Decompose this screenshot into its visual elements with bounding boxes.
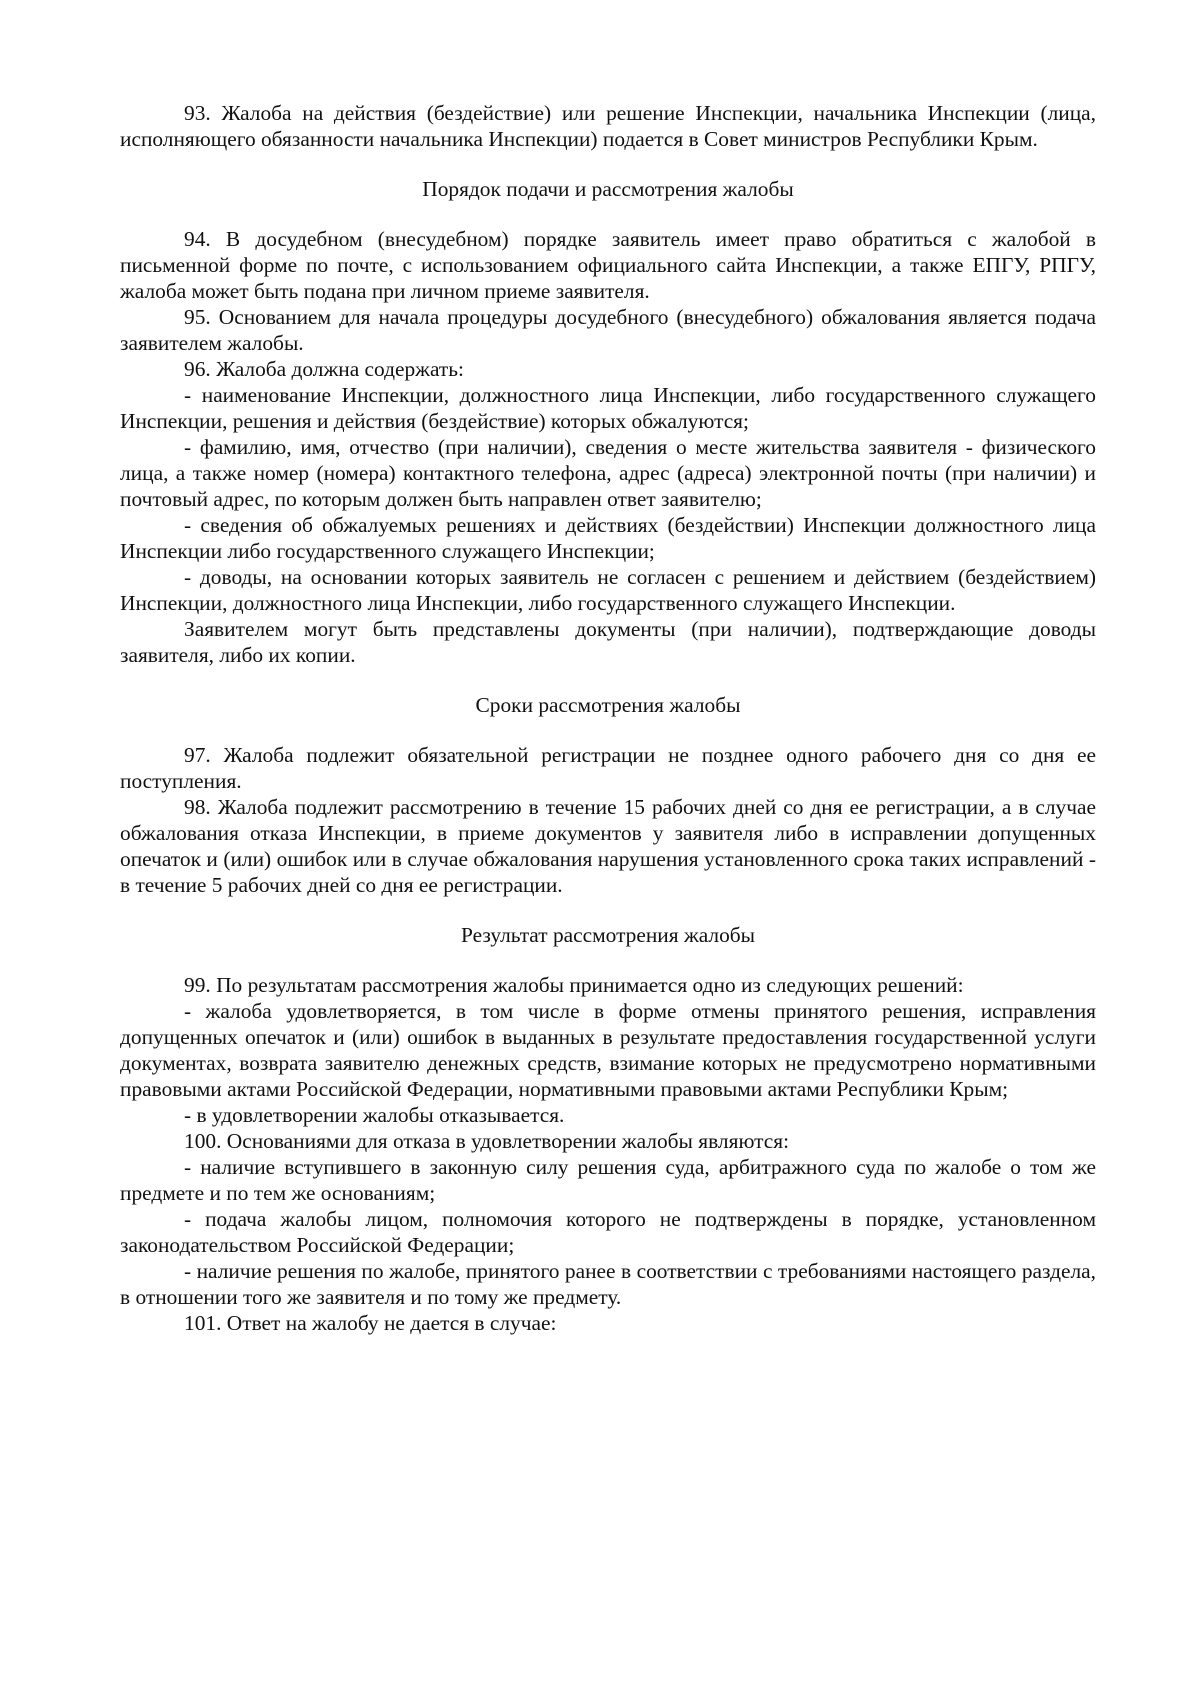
paragraph-93: 93. Жалоба на действия (бездействие) или решение Инспекции, начальника Инспекции (лица, исполняющего обязанности начальника Инспекции) подается в Совет министров Республики Крым.	[120, 101, 1096, 151]
list-item-96-3: - сведения об обжалуемых решениях и действиях (бездействии) Инспекции должностного лица Инспекции либо государственного служащего Инспекции;	[120, 513, 1096, 563]
list-item-99-1: - жалоба удовлетворяется, в том числе в форме отмены принятого решения, исправления допущенных опечаток и (или) ошибок в выданных в результате предоставления государственной услуги документах, возврата заявителю денежных средств, взимание которых не предусмотрено нормативными правовыми актами Российской Федерации, нормативными правовыми актами Республики Крым;	[120, 999, 1096, 1101]
list-item-100-2: - подача жалобы лицом, полномочия которого не подтверждены в порядке, установленном законодательством Российской Федерации;	[120, 1207, 1096, 1257]
list-item-100-1: - наличие вступившего в законную силу решения суда, арбитражного суда по жалобе о том же предмете и по тем же основаниям;	[120, 1155, 1096, 1205]
heading-complaint-procedure: Порядок подачи и рассмотрения жалобы	[422, 177, 794, 201]
document-body	[120, 100, 1096, 1336]
list-item-96-1: - наименование Инспекции, должностного лица Инспекции, либо государственного служащего Инспекции, решения и действия (бездействие) которых обжалуются;	[120, 383, 1096, 433]
paragraph-98: 98. Жалоба подлежит рассмотрению в течение 15 рабочих дней со дня ее регистрации, а в случае обжалования отказа Инспекции, в приеме документов у заявителя либо в исправлении допущенных опечаток и (или) ошибок или в случае обжалования нарушения установленного срока таких исправлений - в течение 5 рабочих дней со дня ее регистрации.	[120, 795, 1096, 897]
paragraph-101: 101. Ответ на жалобу не дается в случае:	[184, 1311, 557, 1335]
paragraph-99: 99. По результатам рассмотрения жалобы принимается одно из следующих решений:	[184, 973, 964, 997]
paragraph-97: 97. Жалоба подлежит обязательной регистрации не позднее одного рабочего дня со дня ее поступления.	[120, 743, 1096, 793]
heading-review-result: Результат рассмотрения жалобы	[460, 923, 756, 947]
list-item-99-2: - в удовлетворении жалобы отказывается.	[184, 1103, 565, 1127]
list-item-96-4: - доводы, на основании которых заявитель не согласен с решением и действием (бездействием) Инспекции, должностного лица Инспекции, либо государственного служащего Инспекции.	[120, 565, 1096, 615]
heading-review-period: Сроки рассмотрения жалобы	[475, 693, 741, 717]
paragraph-96: 96. Жалоба должна содержать:	[184, 357, 464, 381]
paragraph-100: 100. Основаниями для отказа в удовлетворении жалобы являются:	[184, 1129, 790, 1153]
paragraph-94: 94. В досудебном (внесудебном) порядке заявитель имеет право обратиться с жалобой в письменной форме по почте, с использованием официального сайта Инспекции, а также ЕПГУ, РПГУ, жалоба может быть подана при личном приеме заявителя.	[120, 227, 1096, 303]
paragraph-96-documents: Заявителем могут быть представлены документы (при наличии), подтверждающие доводы заявителя, либо их копии.	[120, 617, 1096, 667]
list-item-96-2: - фамилию, имя, отчество (при наличии), сведения о месте жительства заявителя - физического лица, а также номер (номера) контактного телефона, адрес (адреса) электронной почты (при наличии) и почтовый адрес, по которым должен быть направлен ответ заявителю;	[120, 435, 1096, 511]
paragraph-95: 95. Основанием для начала процедуры досудебного (внесудебного) обжалования является подача заявителем жалобы.	[120, 305, 1096, 355]
list-item-100-3: - наличие решения по жалобе, принятого ранее в соответствии с требованиями настоящего раздела, в отношении того же заявителя и по тому же предмету.	[120, 1259, 1096, 1309]
